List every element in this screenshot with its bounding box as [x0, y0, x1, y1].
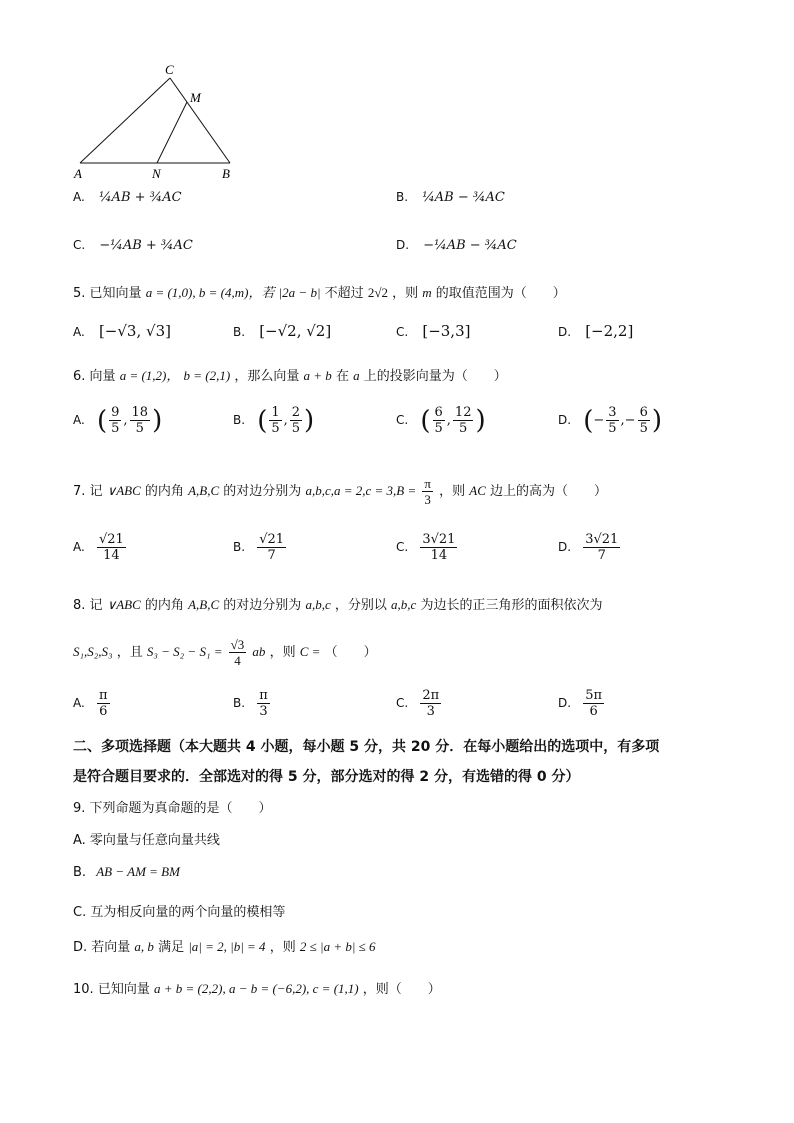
section-2-header-line1: 二、多项选择题（本大题共 4 小题，每小题 5 分，共 20 分．在每小题给出的选项中，有多项	[73, 739, 660, 755]
triangle-figure	[70, 60, 250, 185]
q8-option-c: C. $\frac{2\pi}{3}$	[396, 688, 440, 719]
q6-option-d: D. (− $\frac{3}{5}$ ,− $\frac{6}{5}$ )	[558, 405, 663, 436]
q8-stem: 8. 记 ∨ABC 的内角 A,B,C 的对边分别为 a,b,c ，分别以 a,b,c 为边长的正三角形的面积依次为	[73, 597, 603, 613]
label-c: C	[165, 62, 174, 77]
q5-option-a: A. [−√3, √3]	[73, 322, 171, 340]
q8-option-b: B. $\frac{\pi}{3}$	[233, 688, 268, 719]
q9-option-a: A. 零向量与任意向量共线	[73, 833, 220, 848]
q8-stem-line2: S₁,S₂,S₃ ，且 S₃ − S₂ − S₁ = $\frac{√3}{4}$ ab ，则 C = （ ）	[73, 637, 377, 668]
q7-option-c: C. $\frac{3√21}{14}$	[396, 532, 456, 563]
label-n: N	[152, 166, 161, 181]
q9-stem: 9. 下列命题为真命题的是（ ）	[73, 801, 272, 816]
label-b: B	[222, 166, 230, 181]
q4-option-b: B. ¼AB − ¾AC	[396, 190, 505, 205]
q4-option-a: A. ¼AB + ¾AC	[73, 190, 182, 205]
q6-option-a: A. ( $\frac{9}{5}$ , $\frac{18}{5}$ )	[73, 405, 163, 436]
q7-stem: 7. 记 ∨ABC 的内角 A,B,C 的对边分别为 a,b,c,a = 2,c = 3,B = $\frac{\pi}{3}$ ，则 AC 边上的高为（ ）	[73, 476, 608, 507]
q6-option-b: B. ( $\frac{1}{5}$ , $\frac{2}{5}$ )	[233, 405, 315, 436]
q5-option-c: C. [−3,3]	[396, 322, 471, 340]
label-a: A	[74, 166, 82, 181]
q5-stem: 5. 已知向量 a = (1,0), b = (4,m)，若 |2a − b| 不超过 2√2 ，则 m 的取值范围为（ ）	[73, 285, 566, 301]
q7-option-d: D. $\frac{3√21}{7}$	[558, 532, 619, 563]
section-2-header-line2: 是符合题目要求的．全部选对的得 5 分，部分选对的得 2 分，有选错的得 0 分）	[73, 769, 580, 785]
q9-option-d: D. 若向量 a, b 满足 |a| = 2, |b| = 4 ，则 2 ≤ |a + b| ≤ 6	[73, 939, 376, 955]
q4-option-a-text: ¼AB + ¾AC	[98, 190, 182, 205]
q6-option-c: C. ( $\frac{6}{5}$ , $\frac{12}{5}$ )	[396, 405, 486, 436]
q9-option-c: C. 互为相反向量的两个向量的模相等	[73, 905, 286, 920]
side-ac	[80, 78, 170, 163]
q5-option-b: B. [−√2, √2]	[233, 322, 332, 340]
q10-stem: 10. 已知向量 a + b = (2,2), a − b = (−6,2), c = (1,1) ，则（ ）	[73, 981, 441, 997]
q8-option-d: D. $\frac{5\pi}{6}$	[558, 688, 603, 719]
q4-option-d: D. −¼AB − ¾AC	[396, 238, 517, 253]
q4-option-d-text: −¼AB − ¾AC	[423, 238, 517, 253]
label-m: M	[190, 90, 201, 105]
segment-mn	[157, 102, 187, 163]
q7-option-a: A. $\frac{√21}{14}$	[73, 532, 124, 563]
q4-option-c: C. −¼AB + ¾AC	[73, 238, 193, 253]
q5-option-d: D. [−2,2]	[558, 322, 634, 340]
q4-option-b-text: ¼AB − ¾AC	[422, 190, 505, 205]
q8-option-a: A. $\frac{\pi}{6}$	[73, 688, 108, 719]
q7-option-b: B. $\frac{√21}{7}$	[233, 532, 285, 563]
q6-stem: 6. 向量 a = (1,2)， b = (2,1) ，那么向量 a + b 在 a 上的投影向量为（ ）	[73, 368, 507, 384]
q9-option-b: B. AB − AM = BM	[73, 864, 180, 880]
q4-option-c-text: −¼AB + ¾AC	[99, 238, 193, 253]
